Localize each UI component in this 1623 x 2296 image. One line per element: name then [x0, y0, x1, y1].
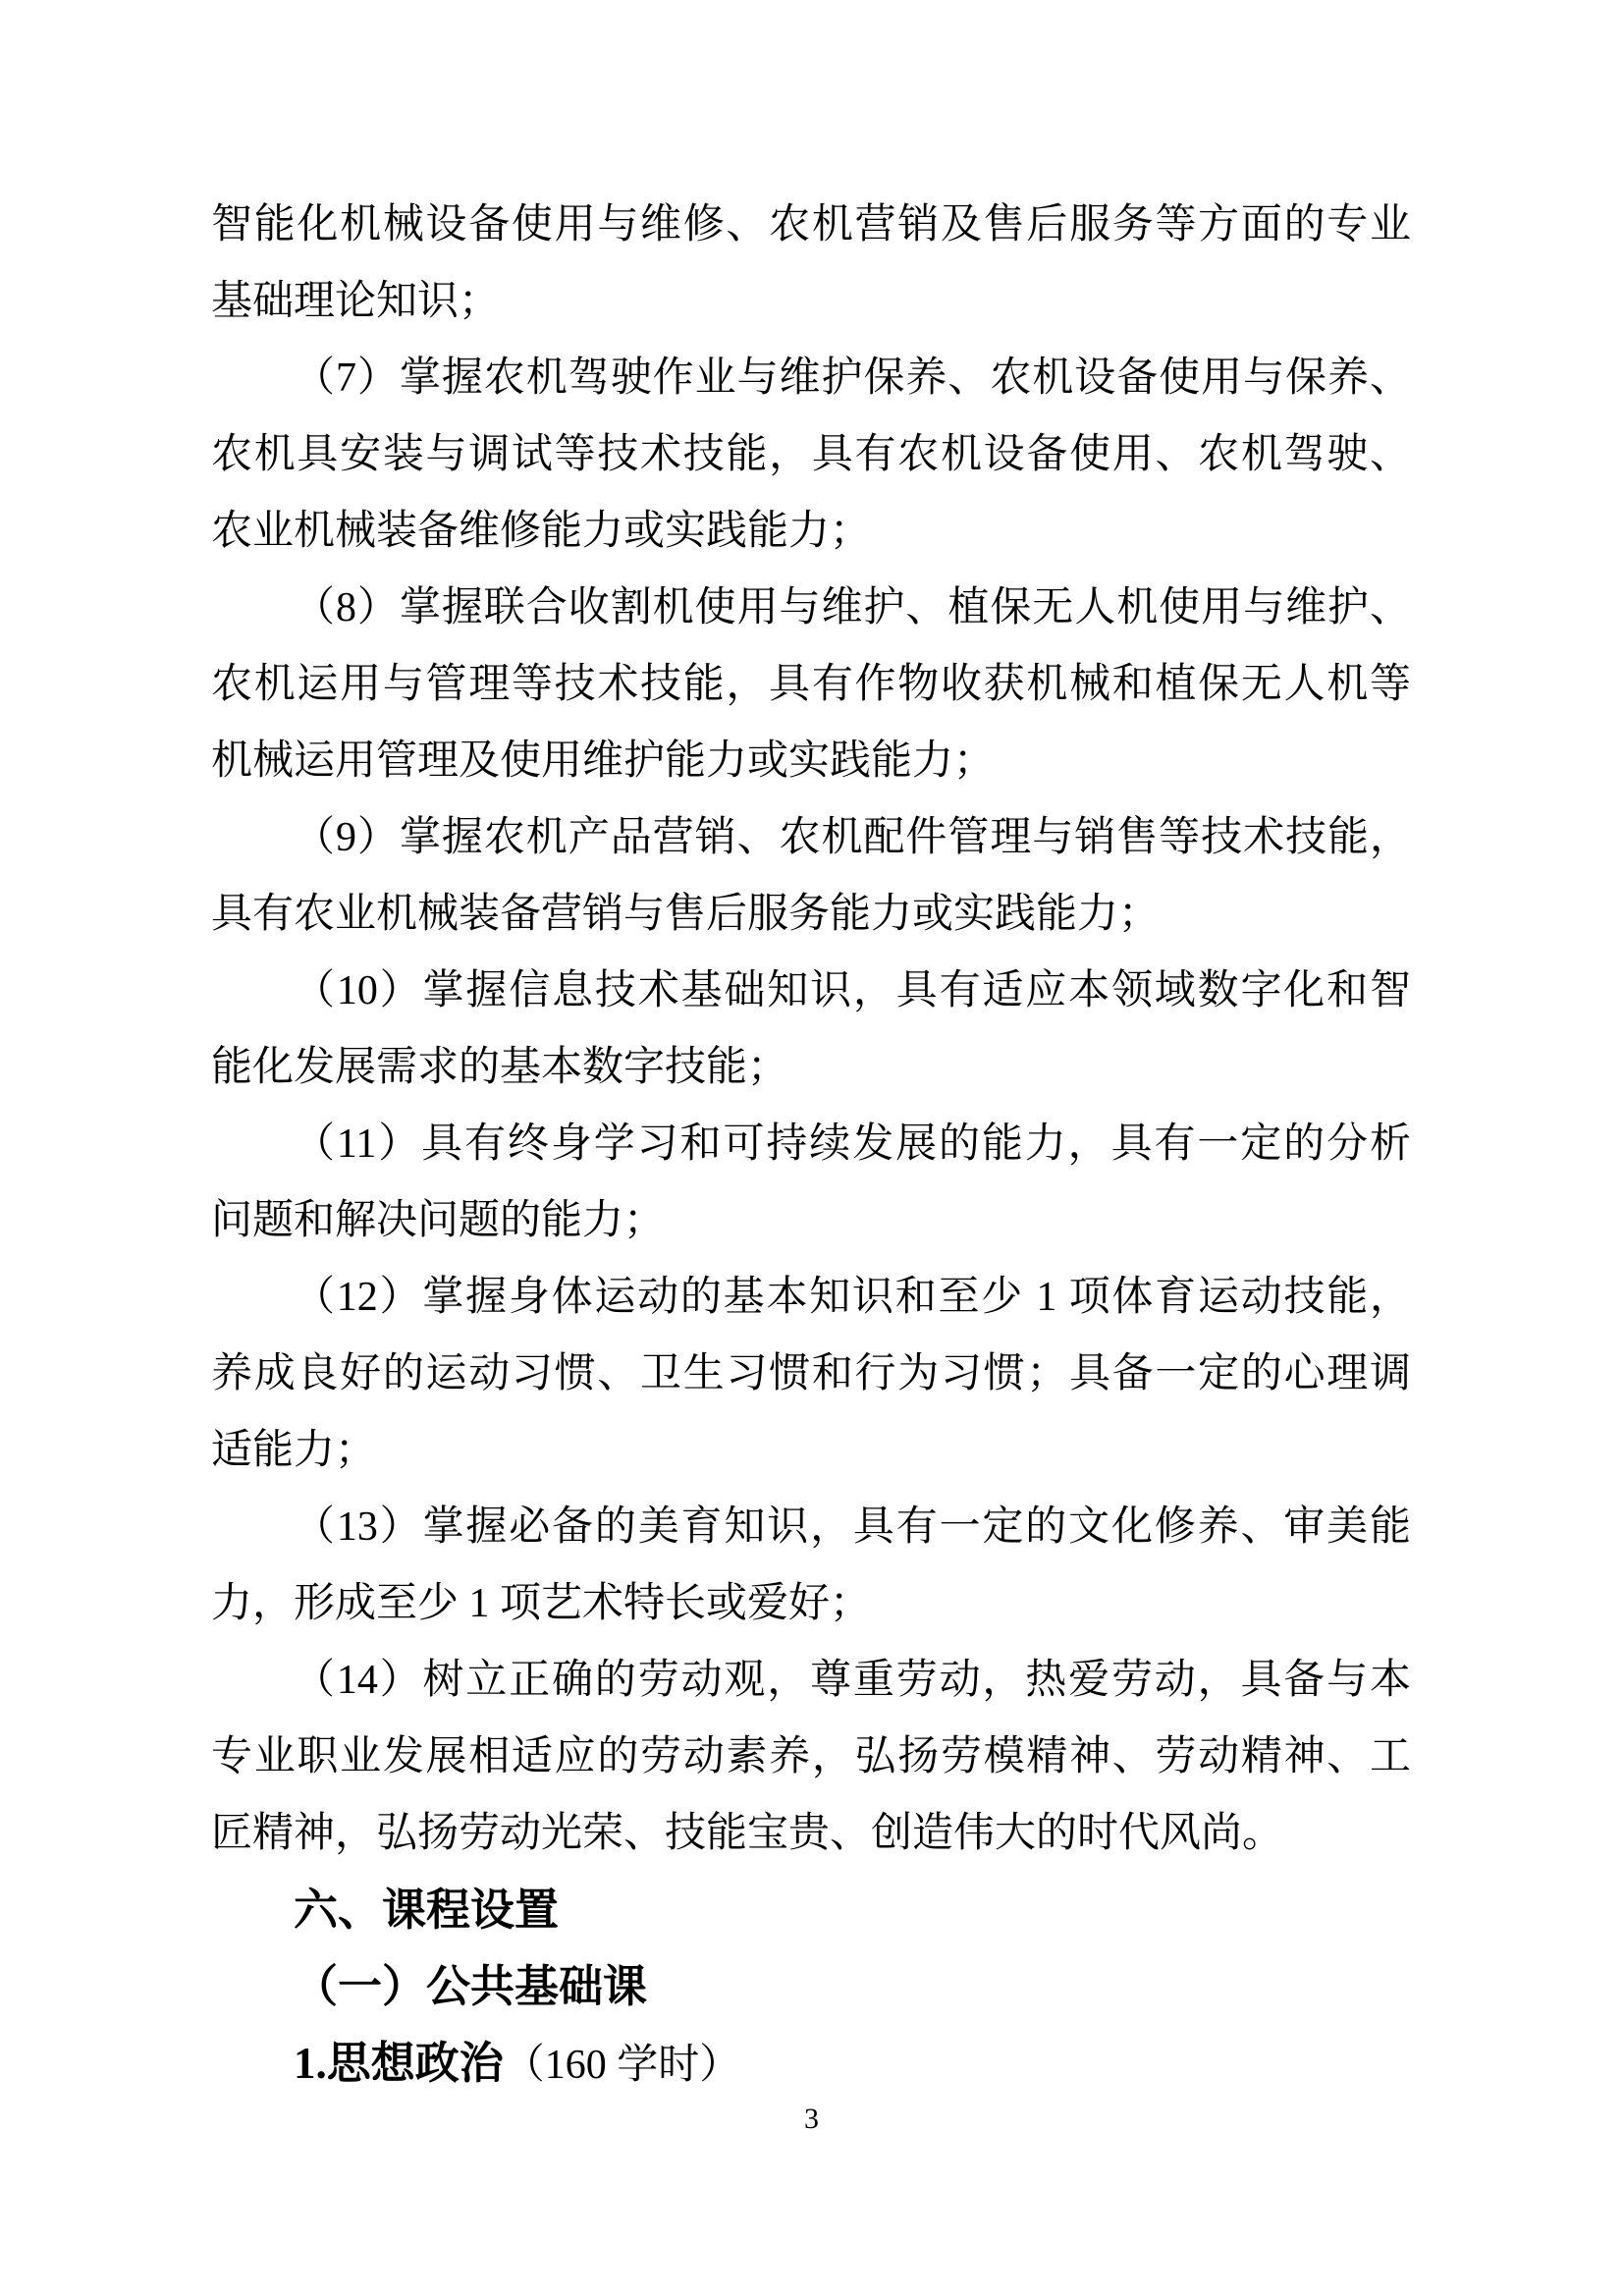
- text-line: 智能化机械设备使用与维修、农机营销及售后服务等方面的专业: [211, 202, 1411, 247]
- text-line: （13）掌握必备的美育知识，具有一定的文化修养、审美能: [294, 1504, 1411, 1550]
- section-heading: 六、课程设置: [294, 1885, 560, 1935]
- text-line: 力，形成至少 1 项艺术特长或爱好；: [211, 1581, 872, 1626]
- subsection-heading: （一）公共基础课: [294, 1962, 648, 2011]
- text-line: 基础理论知识；: [211, 279, 501, 324]
- text-line: 具有农业机械装备营销与售后服务能力或实践能力；: [211, 892, 1161, 937]
- text-line: 农机运用与管理等技术技能，具有作物收获机械和植保无人机等: [211, 662, 1411, 707]
- text-line: 适能力；: [211, 1428, 377, 1473]
- course-title-line: [211, 2025, 1411, 2102]
- page-number: 3: [804, 2103, 819, 2135]
- text-line: （10）掌握信息技术基础知识，具有适应本领域数字化和智: [294, 968, 1411, 1013]
- text-line: 能化发展需求的基本数字技能；: [211, 1045, 789, 1090]
- text-line: 匠精神，弘扬劳动光荣、技能宝贵、创造伟大的时代风尚。: [211, 1811, 1284, 1856]
- text-line: 问题和解决问题的能力；: [211, 1198, 666, 1243]
- text-line: （8）掌握联合收割机使用与维护、植保无人机使用与维护、: [294, 585, 1411, 630]
- text-line: 养成良好的运动习惯、卫生习惯和行为习惯；具备一定的心理调: [211, 1351, 1411, 1396]
- course-hours: （160 学时）: [503, 2043, 741, 2088]
- text-line: 农机具安装与调试等技术技能，具有农机设备使用、农机驾驶、: [211, 432, 1411, 477]
- text-line: 专业职业发展相适应的劳动素养，弘扬劳模精神、劳动精神、工: [211, 1734, 1411, 1779]
- text-line: 机械运用管理及使用维护能力或实践能力；: [211, 738, 996, 784]
- text-block: [211, 187, 1411, 2102]
- course-title: 1.思想政治: [294, 2039, 504, 2088]
- text-line: （14）树立正确的劳动观，尊重劳动，热爱劳动，具备与本: [294, 1658, 1411, 1703]
- text-line: 农业机械装备维修能力或实践能力；: [211, 509, 872, 554]
- text-line: （12）掌握身体运动的基本知识和至少 1 项体育运动技能，: [294, 1275, 1411, 1320]
- text-line: （11）具有终身学习和可持续发展的能力，具有一定的分析: [294, 1121, 1411, 1167]
- text-line: （9）掌握农机产品营销、农机配件管理与销售等技术技能，: [294, 815, 1411, 860]
- text-line: （7）掌握农机驾驶作业与维护保养、农机设备使用与保养、: [294, 355, 1411, 401]
